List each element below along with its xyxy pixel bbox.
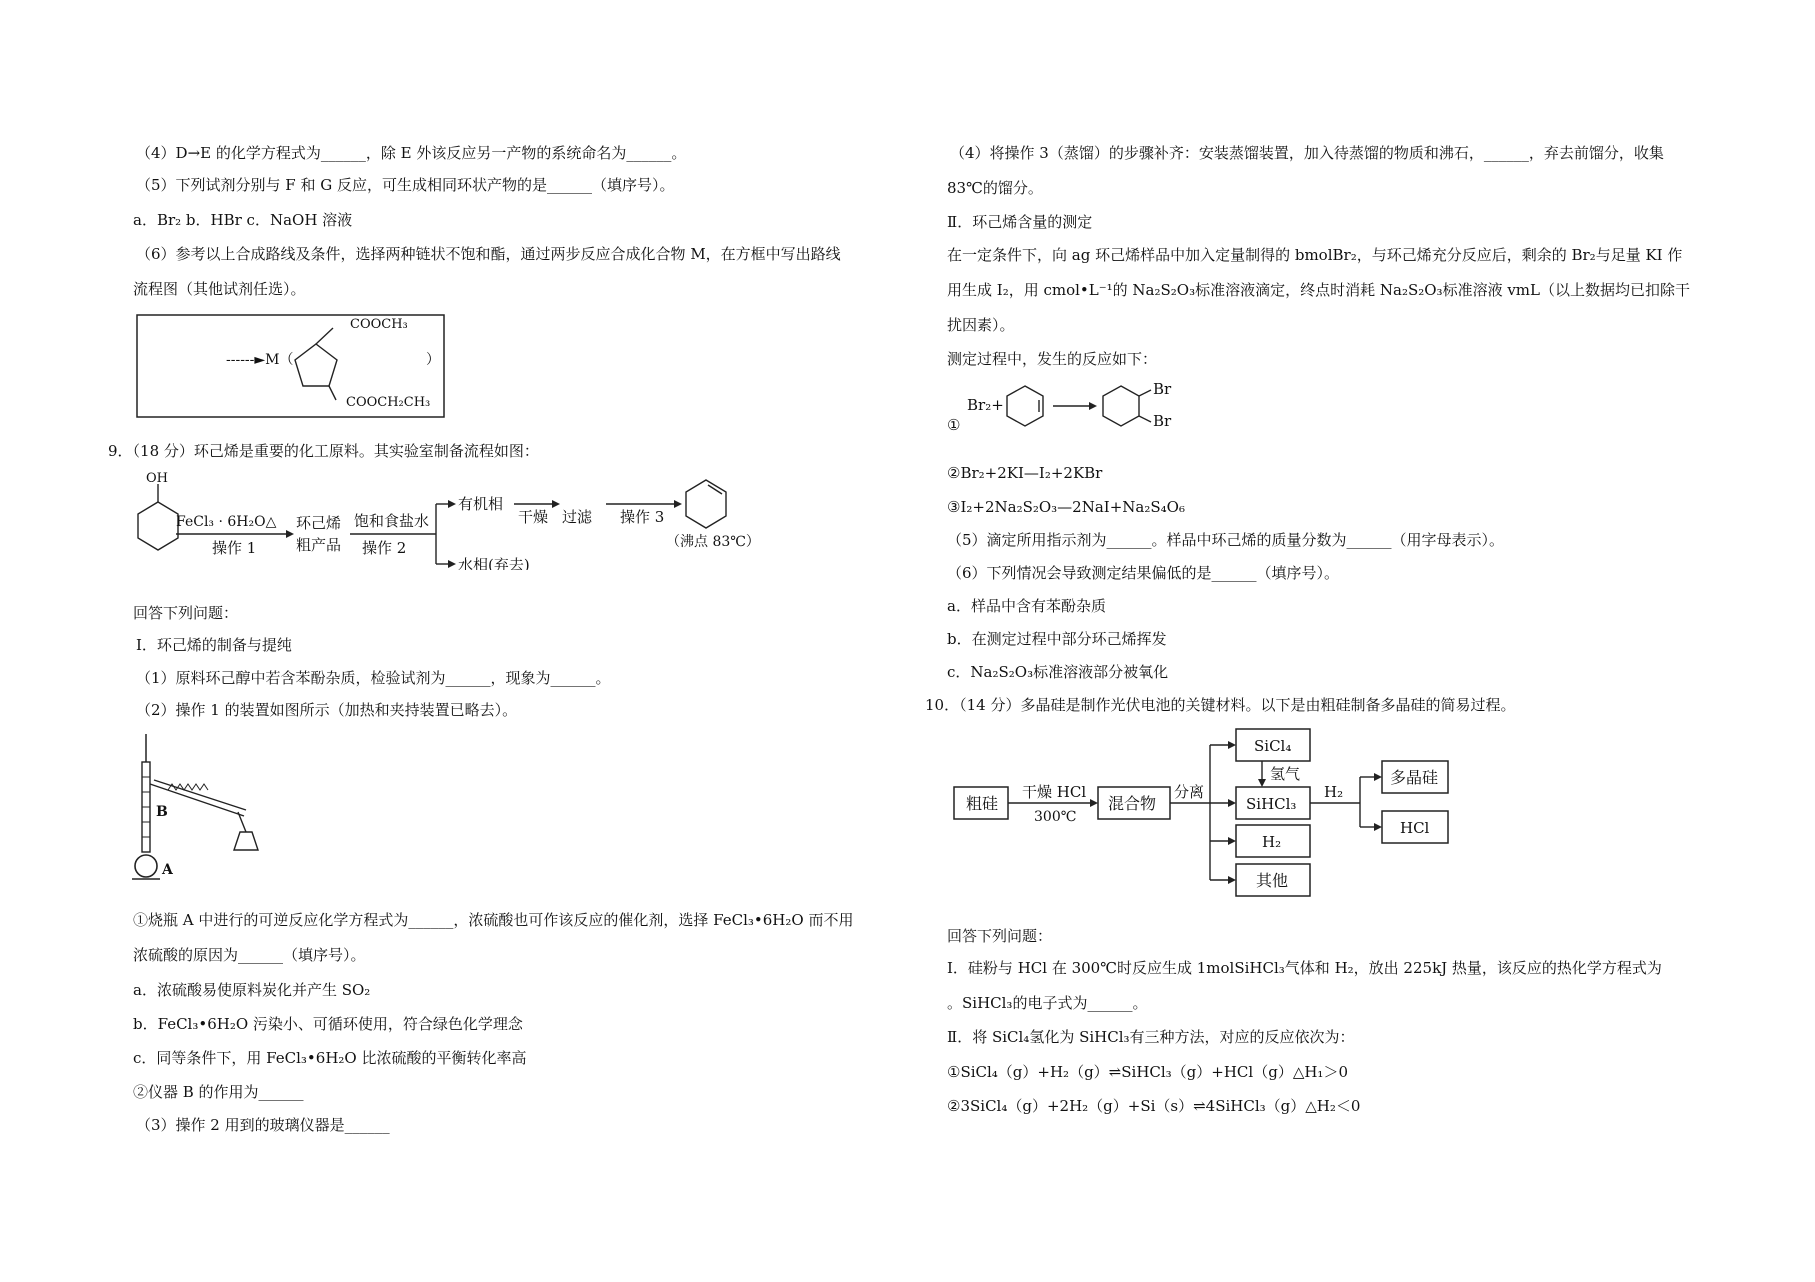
br2-reactant: Br₂+ xyxy=(967,396,1004,414)
crude-label-1: 环己烯 xyxy=(296,514,342,532)
q9-part2-2: ②仪器 B 的作用为______ xyxy=(133,1083,304,1101)
aqueous-phase: 水相(弃去) xyxy=(458,556,530,570)
q9-part6-option-c: c．Na₂S₂O₃标准溶液部分被氧化 xyxy=(947,663,1169,681)
temperature-label: 300℃ xyxy=(1034,809,1077,825)
cooch2ch3-group: COOCH₂CH₃ xyxy=(346,395,431,410)
cooch3-group: COOCH₃ xyxy=(350,317,408,332)
part-2-para-3: 扰因素）。 xyxy=(947,316,1015,334)
q8-part6-line1: （6）参考以上合成路线及条件，选择两种链状不饱和酯，通过两步反应合成化合物 M，在方框中写出路线 xyxy=(136,245,841,263)
q10-title: 10．（14 分）多晶硅是制作光伏电池的关键材料。以下是由粗硅制备多晶硅的简易过程。 xyxy=(925,696,1516,714)
part-1-heading: Ⅰ．环己烯的制备与提纯 xyxy=(136,636,292,654)
q9-option-b: b．FeCl₃•6H₂O 污染小、可循环使用，符合绿色化学理念 xyxy=(133,1015,523,1033)
h2-box: H₂ xyxy=(1262,833,1282,851)
reaction-3: ③I₂+2Na₂S₂O₃—2NaI+Na₂S₄O₆ xyxy=(947,498,1185,516)
q9-flow-diagram xyxy=(136,470,776,570)
q9-part6: （6）下列情况会导致测定结果偏低的是______（填序号）。 xyxy=(947,564,1340,582)
equation-1: ①SiCl₄（g）+H₂（g）⇌SiHCl₃（g）+HCl（g）△H₁＞0 xyxy=(947,1063,1348,1081)
catalyst-condition: FeCl₃ · 6H₂O△ xyxy=(176,514,277,530)
q9-part4-line1: （4）将操作 3（蒸馏）的步骤补齐：安装蒸馏装置，加入待蒸馏的物质和沸石，______，弃去前馏分，收集 xyxy=(950,144,1664,162)
part-2-heading: Ⅱ．环己烯含量的测定 xyxy=(947,213,1093,231)
brine-label: 饱和食盐水 xyxy=(354,512,430,530)
q9-option-c: c．同等条件下，用 FeCl₃•6H₂O 比浓硫酸的平衡转化率高 xyxy=(133,1049,527,1067)
q8-part6-line2: 流程图（其他试剂任选）。 xyxy=(133,280,306,298)
q10-part1-line1: Ⅰ．硅粉与 HCl 在 300℃时反应生成 1molSiHCl₃气体和 H₂，放出 225kJ 热量，该反应的热化学方程式为 xyxy=(947,959,1662,977)
label-a: A xyxy=(162,862,173,878)
br-top: Br xyxy=(1153,380,1172,398)
part-2-para-2: 用生成 I₂，用 cmol•L⁻¹的 Na₂S₂O₃标准溶液滴定，终点时消耗 Na₂S₂O₃标准溶液 vmL（以上数据均已扣除干 xyxy=(947,281,1690,299)
organic-phase: 有机相 xyxy=(458,495,504,513)
cyclohexanol-ring xyxy=(138,502,178,550)
q9-part3: （3）操作 2 用到的玻璃仪器是______ xyxy=(136,1116,390,1134)
cyclohexene-ring xyxy=(686,480,726,528)
label-b: B xyxy=(156,804,168,820)
q9-part6-option-a: a．样品中含有苯酚杂质 xyxy=(947,597,1106,615)
dibromocyclohexane-ring xyxy=(1103,386,1139,426)
part-2-para-4: 测定过程中，发生的反应如下： xyxy=(947,350,1158,368)
q9-title: 9．（18 分）环己烯是重要的化工原料。其实验室制备流程如图： xyxy=(108,442,539,460)
hcl-box: HCl xyxy=(1400,819,1430,837)
q10-flow-diagram xyxy=(952,725,1452,900)
q8-part5: （5）下列试剂分别与 F 和 G 反应，可生成相同环状产物的是______（填序号）。 xyxy=(136,176,675,194)
mixture-box: 混合物 xyxy=(1108,794,1157,813)
br-bottom: Br xyxy=(1153,412,1172,430)
cyclopentane-ring xyxy=(295,344,337,386)
reaction-2: ②Br₂+2KI—I₂+2KBr xyxy=(947,464,1103,482)
filter-step: 过滤 xyxy=(562,508,593,526)
reaction-1-diagram xyxy=(947,378,1207,438)
dry-step: 干燥 xyxy=(518,508,549,526)
q10-part2: Ⅱ．将 SiCl₄氢化为 SiHCl₃有三种方法，对应的反应依次为： xyxy=(947,1028,1355,1046)
q8-part5-options: a．Br₂ b．HBr c．NaOH 溶液 xyxy=(133,211,353,229)
q9-part5: （5）滴定所用指示剂为______。样品中环己烯的质量分数为______（用字母表示）。 xyxy=(947,531,1505,549)
q8-part4: （4）D→E 的化学方程式为______，除 E 外该反应另一产物的系统命名为______。 xyxy=(136,144,687,162)
m-arrow-label: ------►M（ xyxy=(226,352,294,368)
q9-part2: （2）操作 1 的装置如图所示（加热和夹持装置已略去）。 xyxy=(136,701,518,719)
operation-3: 操作 3 xyxy=(620,508,665,526)
q9-part2-1-line2: 浓硫酸的原因为______（填序号）。 xyxy=(133,946,366,964)
equation-2: ②3SiCl₄（g）+2H₂（g）+Si（s）⇌4SiHCl₃（g）△H₂＜0 xyxy=(947,1097,1361,1115)
sihcl3-box: SiHCl₃ xyxy=(1246,795,1297,813)
cyclohexene-ring-rx xyxy=(1007,386,1043,426)
other-box: 其他 xyxy=(1256,871,1289,890)
part-2-para-1: 在一定条件下，向 ag 环己烯样品中加入定量制得的 bmolBr₂，与环己烯充分反应后，剩余的 Br₂与足量 KI 作 xyxy=(947,246,1683,264)
answer-intro-left: 回答下列问题： xyxy=(133,604,239,622)
polysilicon-box: 多晶硅 xyxy=(1390,768,1439,787)
boiling-point: （沸点 83℃） xyxy=(666,534,760,550)
operation-2: 操作 2 xyxy=(362,539,407,557)
q9-option-a: a．浓硫酸易使原料炭化并产生 SO₂ xyxy=(133,981,371,999)
operation-1: 操作 1 xyxy=(212,539,257,557)
q9-part6-option-b: b．在测定过程中部分环己烯挥发 xyxy=(947,630,1167,648)
compound-m-box xyxy=(136,314,445,418)
reaction-1-number: ① xyxy=(947,416,961,434)
oh-label: OH xyxy=(146,471,168,486)
crude-label-2: 粗产品 xyxy=(296,536,342,554)
h2-arrow-label: H₂ xyxy=(1324,783,1344,801)
answer-intro-right: 回答下列问题： xyxy=(947,927,1053,945)
crude-si-box: 粗硅 xyxy=(966,794,999,813)
q9-part4-line2: 83℃的馏分。 xyxy=(947,179,1043,197)
separate-label: 分离 xyxy=(1174,783,1205,801)
q9-part1: （1）原料环己醇中若含苯酚杂质，检验试剂为______，现象为______。 xyxy=(136,669,611,687)
q10-part1-line2: 。SiHCl₃的电子式为______。 xyxy=(947,994,1148,1012)
distillation-apparatus xyxy=(128,732,268,882)
m-close-paren: ） xyxy=(426,352,440,368)
q9-part2-1-line1: ①烧瓶 A 中进行的可逆反应化学方程式为______，浓硫酸也可作该反应的催化剂，选择 FeCl₃•6H₂O 而不用 xyxy=(133,911,854,929)
dry-hcl-label: 干燥 HCl xyxy=(1022,783,1087,801)
hydrogen-label: 氢气 xyxy=(1270,765,1301,783)
sicl4-box: SiCl₄ xyxy=(1254,737,1292,755)
